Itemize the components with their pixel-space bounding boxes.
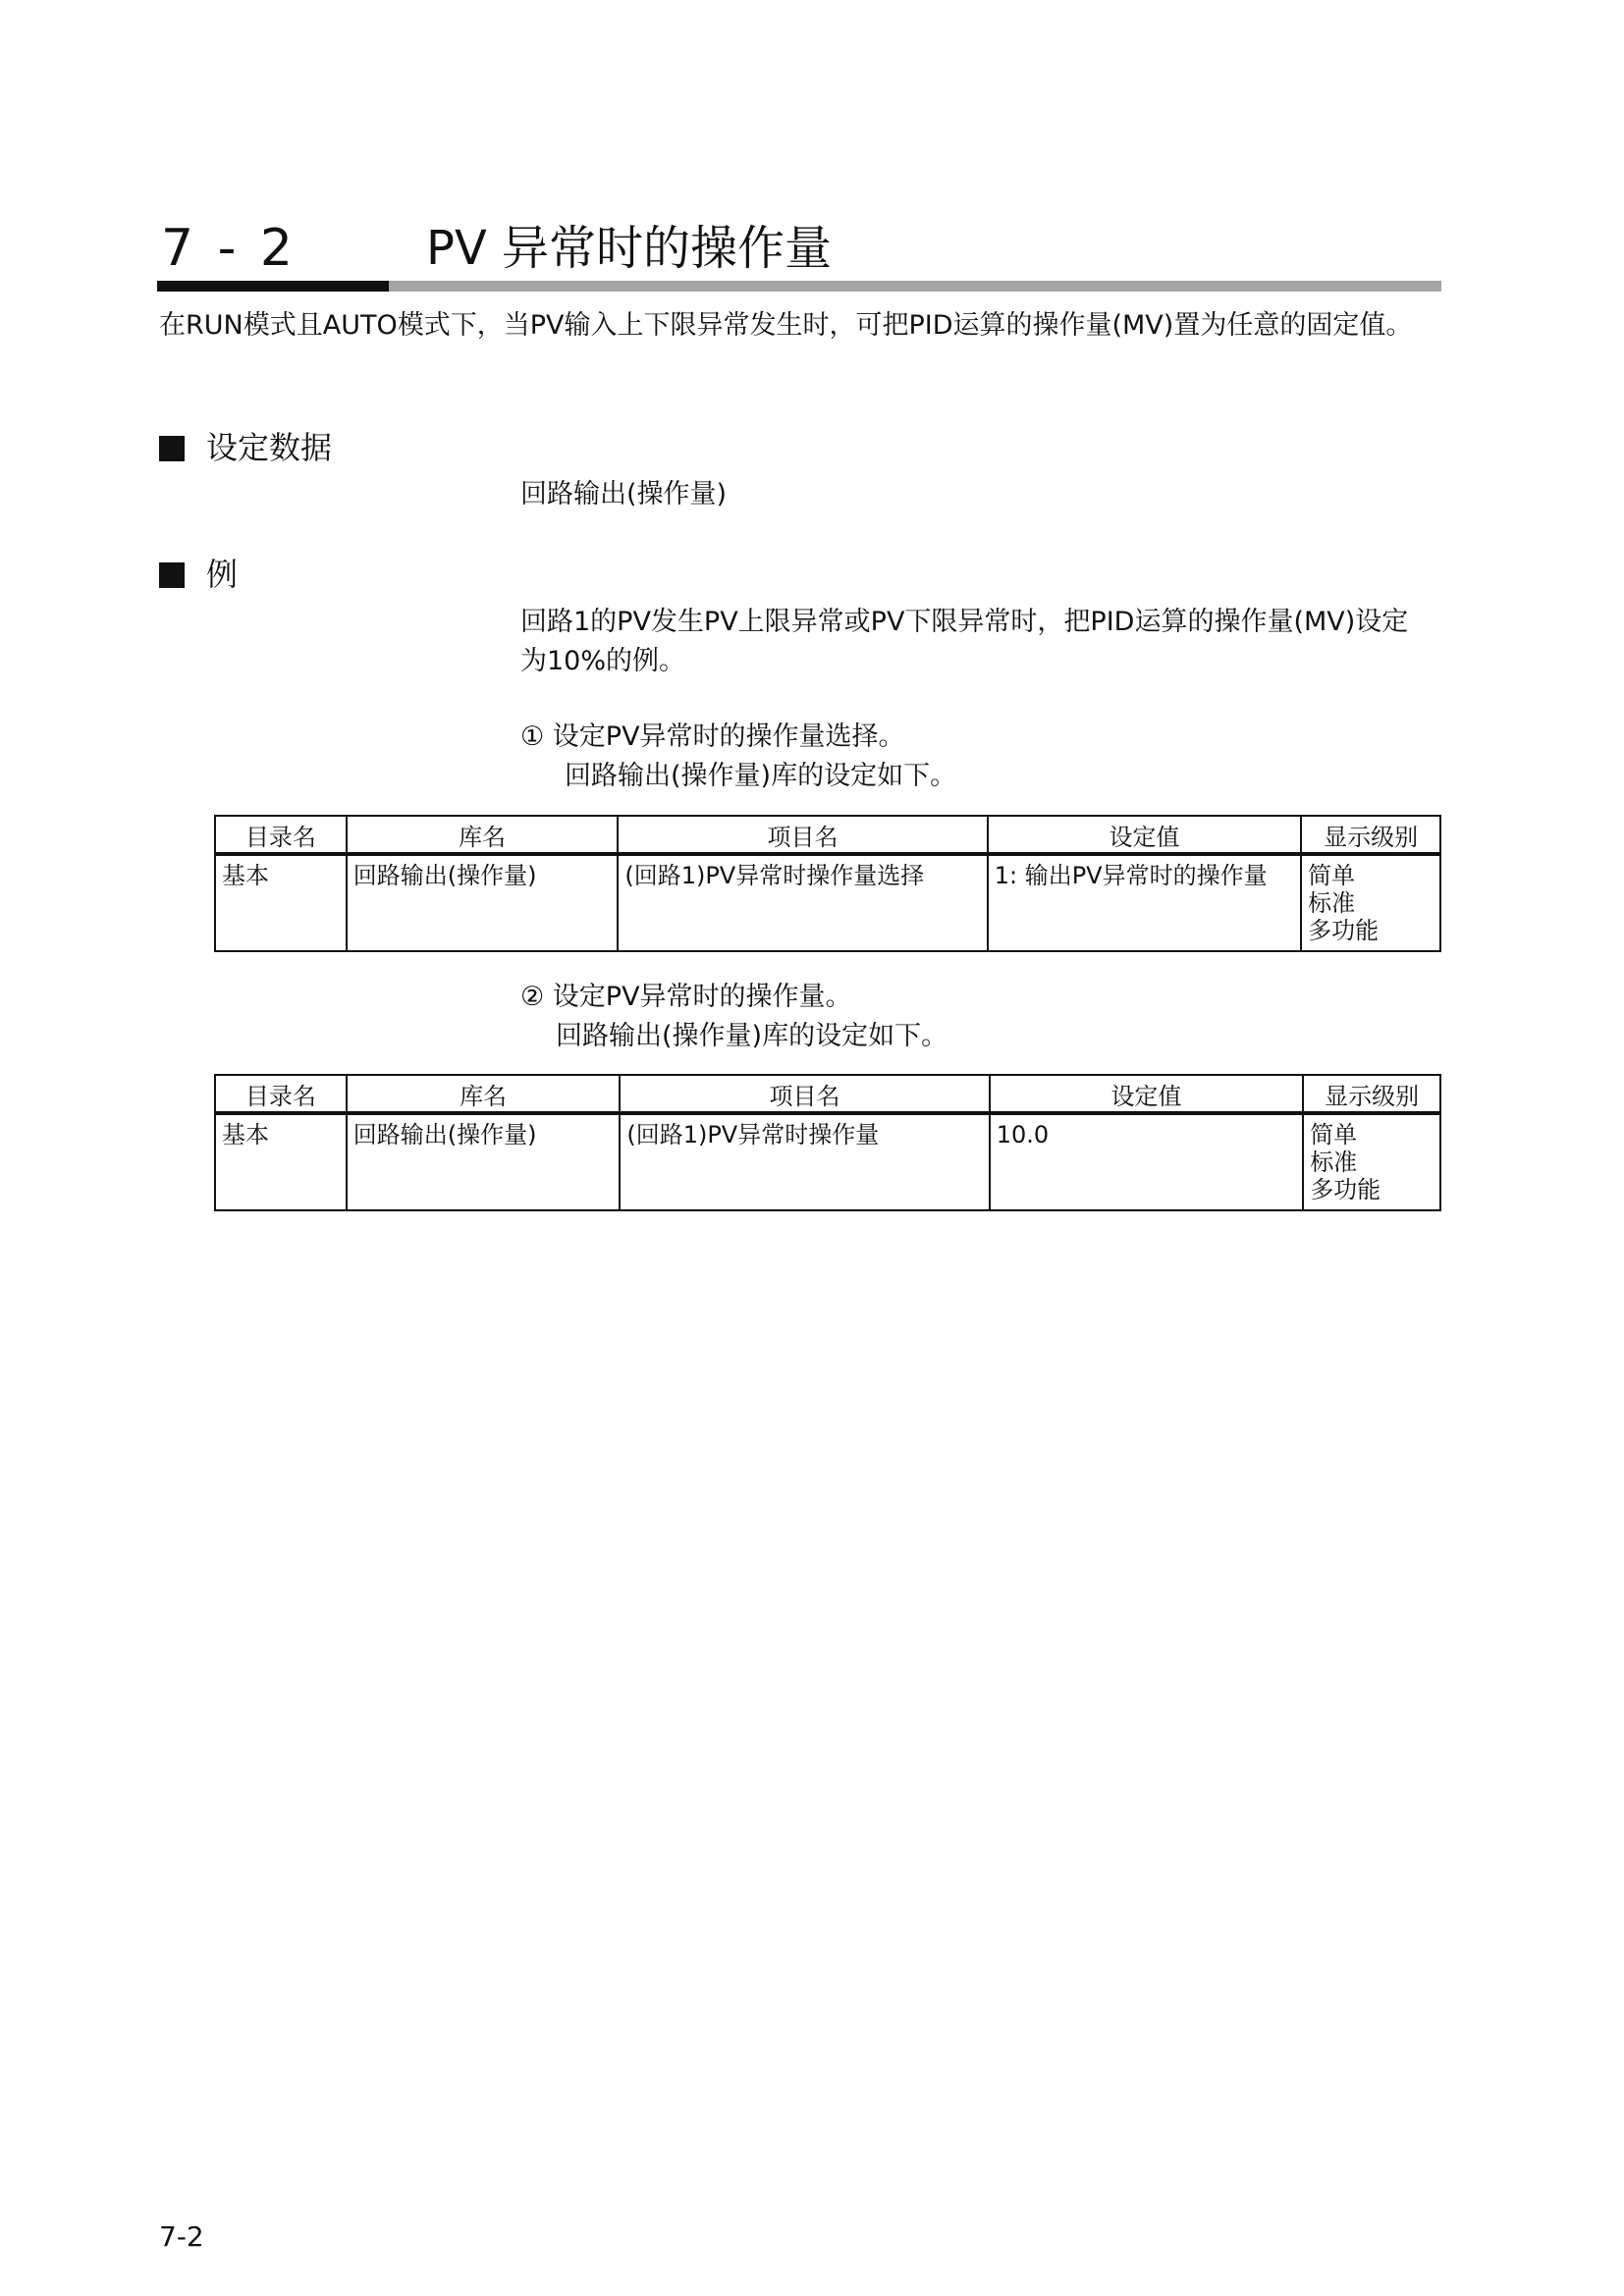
value-cell: 1: 输出PV异常时的操作量 — [988, 854, 1301, 951]
item-cell: (回路1)PV异常时操作量选择 — [618, 854, 987, 951]
level-standard: 标准 — [1310, 1148, 1358, 1176]
header-cell: 项目名 — [620, 1075, 989, 1113]
chapter-number: 7 - 2 — [161, 219, 297, 278]
header-cell: 库名 — [347, 816, 619, 854]
table-header-row — [215, 1075, 1440, 1113]
lib-cell: 回路输出(操作量) — [347, 854, 619, 951]
settings-table-2 — [214, 1074, 1441, 1211]
value-cell: 10.0 — [990, 1113, 1303, 1210]
header-cell: 显示级别 — [1303, 1075, 1440, 1113]
lib-cell: 回路输出(操作量) — [347, 1113, 621, 1210]
table-row — [215, 1113, 1440, 1210]
header-cell: 库名 — [347, 1075, 621, 1113]
example-text: 回路1的PV发生PV上限异常或PV下限异常时，把PID运算的操作量(MV)设定为10%的例。 — [520, 607, 1409, 676]
chapter-heading: PV 异常时的操作量 — [426, 221, 833, 276]
setting-data-text: 回路输出(操作量) — [520, 479, 728, 509]
table-row — [215, 854, 1440, 951]
step-2-line2: 回路输出(操作量)库的设定如下。 — [556, 1021, 948, 1051]
dir-cell: 基本 — [215, 854, 347, 951]
page-number: 7-2 — [159, 2220, 204, 2253]
header-cell: 目录名 — [215, 1075, 347, 1113]
dir-cell: 基本 — [215, 1113, 347, 1210]
example-heading — [159, 553, 238, 596]
header-cell: 设定值 — [988, 816, 1301, 854]
step-2-line1: ② 设定PV异常时的操作量。 — [520, 982, 852, 1012]
level-simple: 简单 — [1308, 862, 1356, 889]
intro-paragraph: 在RUN模式且AUTO模式下，当PV输入上下限异常发生时，可把PID运算的操作量(MV)置为任意的固定值。 — [159, 310, 1413, 341]
example-heading-text: 例 — [206, 556, 239, 593]
level-cell — [1301, 854, 1440, 951]
setting-data-heading — [159, 426, 332, 469]
item-cell: (回路1)PV异常时操作量 — [620, 1113, 989, 1210]
square-bullet-icon — [159, 562, 185, 588]
level-multi: 多功能 — [1310, 1176, 1381, 1203]
header-cell: 目录名 — [215, 816, 347, 854]
table-header-row — [215, 816, 1440, 854]
chapter-title — [157, 214, 1434, 283]
step-1-line1: ① 设定PV异常时的操作量选择。 — [520, 721, 905, 752]
setting-data-heading-text: 设定数据 — [206, 429, 333, 466]
settings-table-1 — [214, 815, 1441, 952]
square-bullet-icon — [159, 436, 185, 461]
level-cell — [1303, 1113, 1440, 1210]
header-cell: 显示级别 — [1301, 816, 1440, 854]
step-1-line2: 回路输出(操作量)库的设定如下。 — [565, 761, 957, 791]
title-rule-dark — [157, 281, 389, 292]
title-rule-light — [389, 281, 1441, 292]
level-multi: 多功能 — [1308, 917, 1380, 944]
header-cell: 项目名 — [618, 816, 987, 854]
level-standard: 标准 — [1308, 889, 1356, 917]
level-simple: 简单 — [1310, 1121, 1358, 1148]
header-cell: 设定值 — [990, 1075, 1303, 1113]
